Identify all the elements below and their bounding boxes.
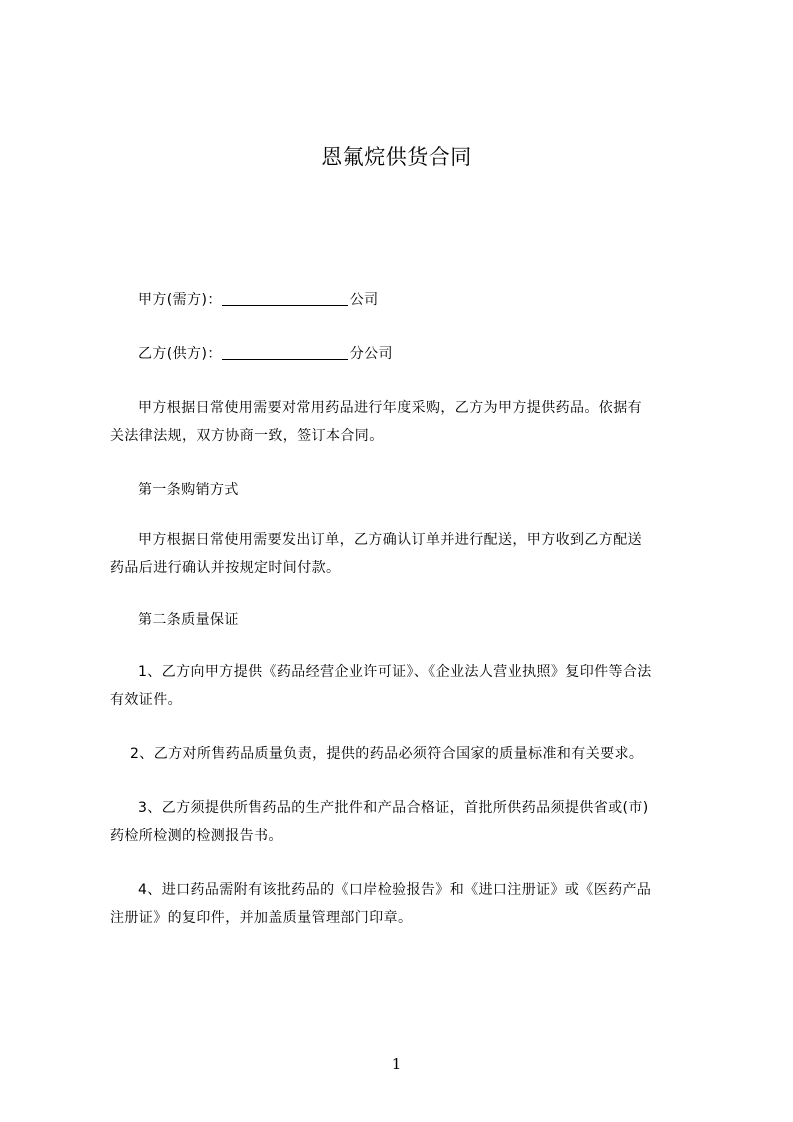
article-1-line-1: 甲方根据日常使用需要发出订单，乙方确认订单并进行配送，甲方收到乙方配送 bbox=[138, 532, 642, 548]
clause-2-line-1: 2、乙方对所售药品质量负责，提供的药品必须符合国家的质量标准和有关要求。 bbox=[130, 746, 644, 762]
article-2-heading-text: 第二条质量保证 bbox=[138, 612, 239, 628]
clause-3-paragraph bbox=[110, 794, 710, 850]
preamble-line-2: 关法律法规，双方协商一致，签订本合同。 bbox=[110, 428, 384, 444]
article-1-line-2: 药品后进行确认并按规定时间付款。 bbox=[110, 560, 341, 576]
clause-1-line-1: 1、乙方向甲方提供《药品经营企业许可证》、《企业法人营业执照》复印件等合法 bbox=[138, 664, 652, 680]
article-1-heading-text: 第一条购销方式 bbox=[138, 482, 239, 498]
clause-1-paragraph bbox=[110, 658, 710, 714]
document-title: 恩氟烷供货合同 bbox=[321, 145, 472, 169]
party-a-line bbox=[110, 286, 710, 314]
clause-4-line-2: 注册证》的复印件，并加盖质量管理部门印章。 bbox=[110, 910, 413, 926]
clause-4-line-1: 4、进口药品需附有该批药品的《口岸检验报告》和《进口注册证》或《医药产品 bbox=[138, 882, 652, 898]
page-number: 1 bbox=[391, 1055, 402, 1073]
party-a-suffix: 公司 bbox=[349, 292, 379, 308]
party-b-line bbox=[110, 340, 710, 368]
party-b-blank bbox=[222, 343, 348, 360]
clause-2-paragraph bbox=[110, 740, 710, 768]
clause-4-paragraph bbox=[110, 876, 710, 932]
preamble-paragraph bbox=[110, 394, 710, 450]
party-b-suffix: 分公司 bbox=[349, 346, 393, 362]
article-1-paragraph bbox=[110, 526, 710, 582]
clause-1-line-2: 有效证件。 bbox=[110, 692, 182, 708]
preamble-line-1: 甲方根据日常使用需要对常用药品进行年度采购，乙方为甲方提供药品。依据有 bbox=[138, 400, 642, 416]
party-a-blank bbox=[222, 289, 348, 306]
clause-3-line-1: 3、乙方须提供所售药品的生产批件和产品合格证，首批所供药品须提供省或(市) bbox=[138, 800, 649, 816]
clause-3-line-2: 药检所检测的检测报告书。 bbox=[110, 828, 283, 844]
article-2-heading bbox=[110, 606, 710, 634]
article-1-heading bbox=[110, 476, 710, 504]
party-a-label: 甲方(需方)： bbox=[138, 292, 222, 308]
party-b-label: 乙方(供方)： bbox=[138, 346, 222, 362]
